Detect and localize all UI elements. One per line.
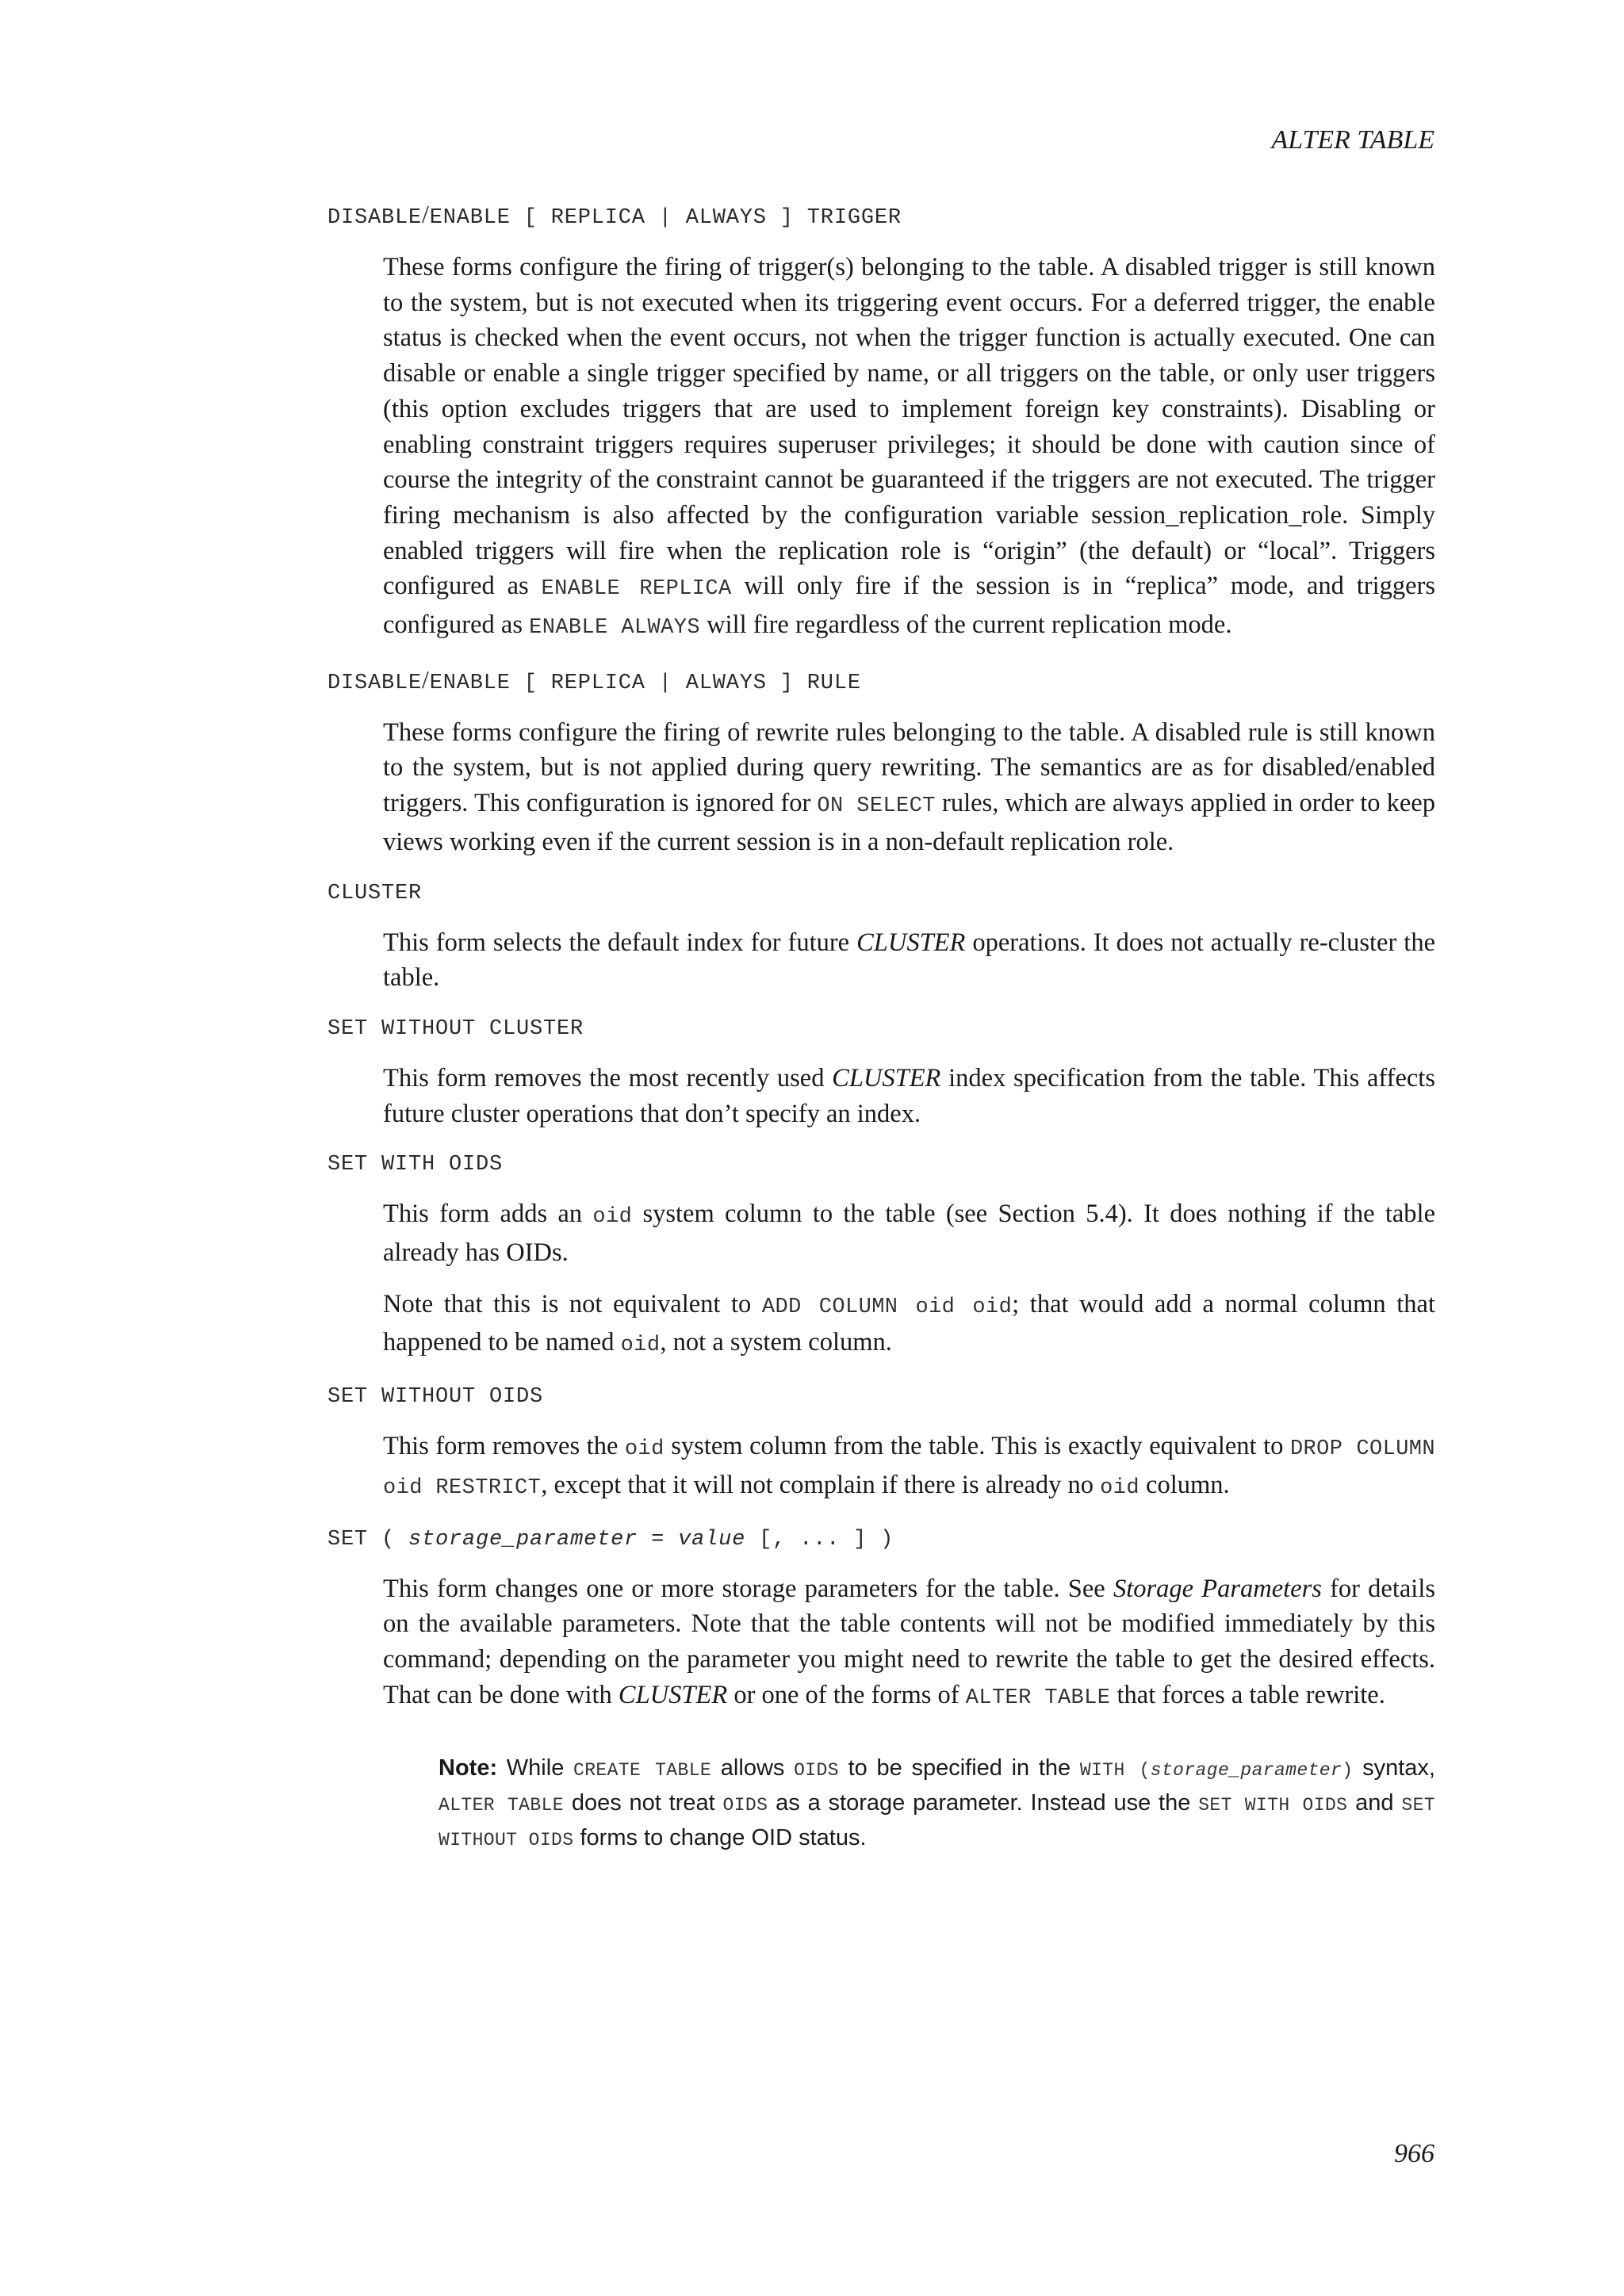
- term-text: ENABLE [ REPLICA | ALWAYS ] RULE: [429, 671, 861, 695]
- term-text: [, ... ] ): [745, 1527, 894, 1552]
- inline-code: ALTER TABLE: [439, 1795, 564, 1816]
- desc-text: that forces a table rewrite.: [1110, 1680, 1385, 1709]
- code-text: WITH (: [1079, 1760, 1151, 1781]
- term-text: ENABLE [ REPLICA | ALWAYS ] TRIGGER: [429, 206, 902, 230]
- inline-code: oid: [1100, 1475, 1139, 1500]
- desc-text: This form removes the most recently used: [383, 1063, 833, 1093]
- term-text: =: [638, 1527, 679, 1552]
- emphasis: CLUSTER: [832, 1063, 941, 1093]
- inline-code: ON SELECT: [817, 794, 936, 819]
- inline-code: ADD COLUMN oid oid: [761, 1295, 1013, 1319]
- term-text: SET (: [327, 1527, 409, 1552]
- term-set-with-oids: SET WITH OIDS: [327, 1153, 504, 1177]
- desc-text: , except that it will not complain if there is already no: [541, 1470, 1101, 1499]
- running-header: ALTER TABLE: [1271, 125, 1434, 155]
- term-separator: /: [422, 200, 430, 228]
- desc-text: operations. It does not actually re-cluster the table.: [383, 928, 1435, 993]
- desc-text: This form selects the default index for future: [383, 928, 857, 957]
- term-disable-enable-rule: [327, 662, 1435, 701]
- code-text: ): [1342, 1760, 1354, 1781]
- term-text: DISABLE: [327, 671, 423, 695]
- term-cluster: CLUSTER: [327, 881, 423, 905]
- term-separator: /: [422, 664, 430, 694]
- term-set-without-oids: SET WITHOUT OIDS: [327, 1385, 544, 1410]
- note-label: Note:: [439, 1755, 498, 1781]
- inline-code: SET WITHOUT OIDS: [439, 1795, 1435, 1851]
- inline-code: oid: [620, 1334, 661, 1358]
- inline-code: [1080, 1760, 1354, 1781]
- emphasis: CLUSTER: [856, 928, 966, 957]
- inline-code: DROP COLUMN oid RESTRICT: [383, 1437, 1435, 1500]
- desc-text: rules, which are always applied in order to keep views working even if the current session is in a non-default replication role.: [383, 789, 1435, 856]
- note-text: syntax,: [1353, 1755, 1435, 1781]
- term-placeholder: value: [678, 1527, 746, 1552]
- desc-text: This form removes the: [383, 1432, 625, 1461]
- emphasis: CLUSTER: [618, 1680, 728, 1709]
- desc-text: , not a system column.: [660, 1328, 892, 1357]
- desc-text: This form changes one or more storage parameters for the table. See: [383, 1574, 1113, 1603]
- note-callout: [439, 1752, 1435, 1857]
- inline-code: SET WITH OIDS: [1198, 1795, 1348, 1816]
- desc-text: index specification from the table. This affects future cluster operations that don’t specify an index.: [383, 1063, 1435, 1128]
- note-text: forms to change OID status.: [573, 1825, 867, 1851]
- inline-code: ENABLE ALWAYS: [529, 616, 700, 641]
- desc-set-storage-parameter: [383, 1571, 1435, 1716]
- inline-code: ALTER TABLE: [965, 1686, 1111, 1710]
- note-text: While: [497, 1755, 574, 1781]
- desc-text: Note that this is not equivalent to: [383, 1289, 762, 1318]
- desc-text: will only fire if the session is in “replica” mode, and triggers configured as: [383, 572, 1435, 640]
- desc-text: system column to the table (see Section 5.4). It does nothing if the table already has OIDs.: [383, 1200, 1435, 1268]
- desc-disable-enable-rule: [383, 715, 1435, 860]
- term-text: DISABLE: [327, 206, 423, 230]
- note-text: does not treat: [564, 1790, 723, 1816]
- desc-text: for details on the available parameters. Note that the table contents will not be modified immediately by this command; depending on the parameter you might need to rewrite the table to get the desired effects. That can be done with: [383, 1574, 1436, 1709]
- term-disable-enable-trigger: [327, 197, 1435, 235]
- desc-text: column.: [1139, 1470, 1230, 1499]
- inline-code: ENABLE REPLICA: [541, 577, 732, 602]
- desc-text: ; that would add a normal column that happened to be named: [383, 1289, 1435, 1357]
- content-body: [327, 197, 1435, 1857]
- desc-text: will fire regardless of the current replication mode.: [699, 610, 1232, 640]
- note-text: as a storage parameter. Instead use the: [768, 1790, 1199, 1816]
- desc-text: system column from the table. This is exactly equivalent to: [664, 1432, 1290, 1461]
- emphasis: Storage Parameters: [1113, 1574, 1322, 1603]
- inline-code: oid: [624, 1437, 665, 1462]
- desc-text: These forms configure the firing of rewrite rules belonging to the table. A disabled rule is still known to the system, but is not applied during query rewriting. The semantics are as for disabled/enabled triggers. This configuration is ignored for: [383, 718, 1435, 818]
- desc-text: This form adds an: [383, 1200, 593, 1229]
- note-text: allows: [711, 1755, 795, 1781]
- term-placeholder: storage_parameter: [408, 1527, 638, 1552]
- desc-set-without-cluster: [383, 1061, 1435, 1131]
- desc-set-with-oids: [383, 1196, 1435, 1270]
- desc-text: These forms configure the firing of trigger(s) belonging to the table. A disabled trigger is still known to the system, but is not executed when its triggering event occurs. For a deferred trigger, the enable status is checked when the event occurs, not when the trigger function is actually executed. One can disable or enable a single trigger specified by name, or all triggers on the table, or only user triggers (this option excludes triggers that are used to implement foreign key constraints). Disabling or enabling constraint triggers requires superuser privileges; it should be done with caution since of course the integrity of the constraint cannot be guaranteed if the triggers are not executed. The trigger firing mechanism is also affected by the configuration variable session_replication_role. Simply enabled triggers will fire when the replication role is “origin” (the default) or “local”. Triggers configured as: [383, 253, 1435, 601]
- note-text: to be specified in the: [838, 1755, 1080, 1781]
- desc-set-with-oids-note: [383, 1287, 1435, 1364]
- desc-disable-enable-trigger: [383, 250, 1435, 646]
- desc-cluster: [383, 925, 1435, 996]
- note-text: and: [1347, 1790, 1402, 1816]
- desc-text: or one of the forms of: [727, 1680, 966, 1709]
- page-number: 966: [1394, 2139, 1434, 2168]
- inline-code: OIDS: [794, 1760, 839, 1781]
- inline-code: oid: [592, 1205, 633, 1230]
- code-placeholder: storage_parameter: [1150, 1760, 1342, 1781]
- term-set-without-cluster: SET WITHOUT CLUSTER: [327, 1016, 584, 1041]
- inline-code: OIDS: [722, 1795, 768, 1816]
- term-set-storage-parameter: [327, 1522, 1435, 1557]
- desc-set-without-oids: [383, 1429, 1435, 1506]
- inline-code: CREATE TABLE: [573, 1760, 712, 1781]
